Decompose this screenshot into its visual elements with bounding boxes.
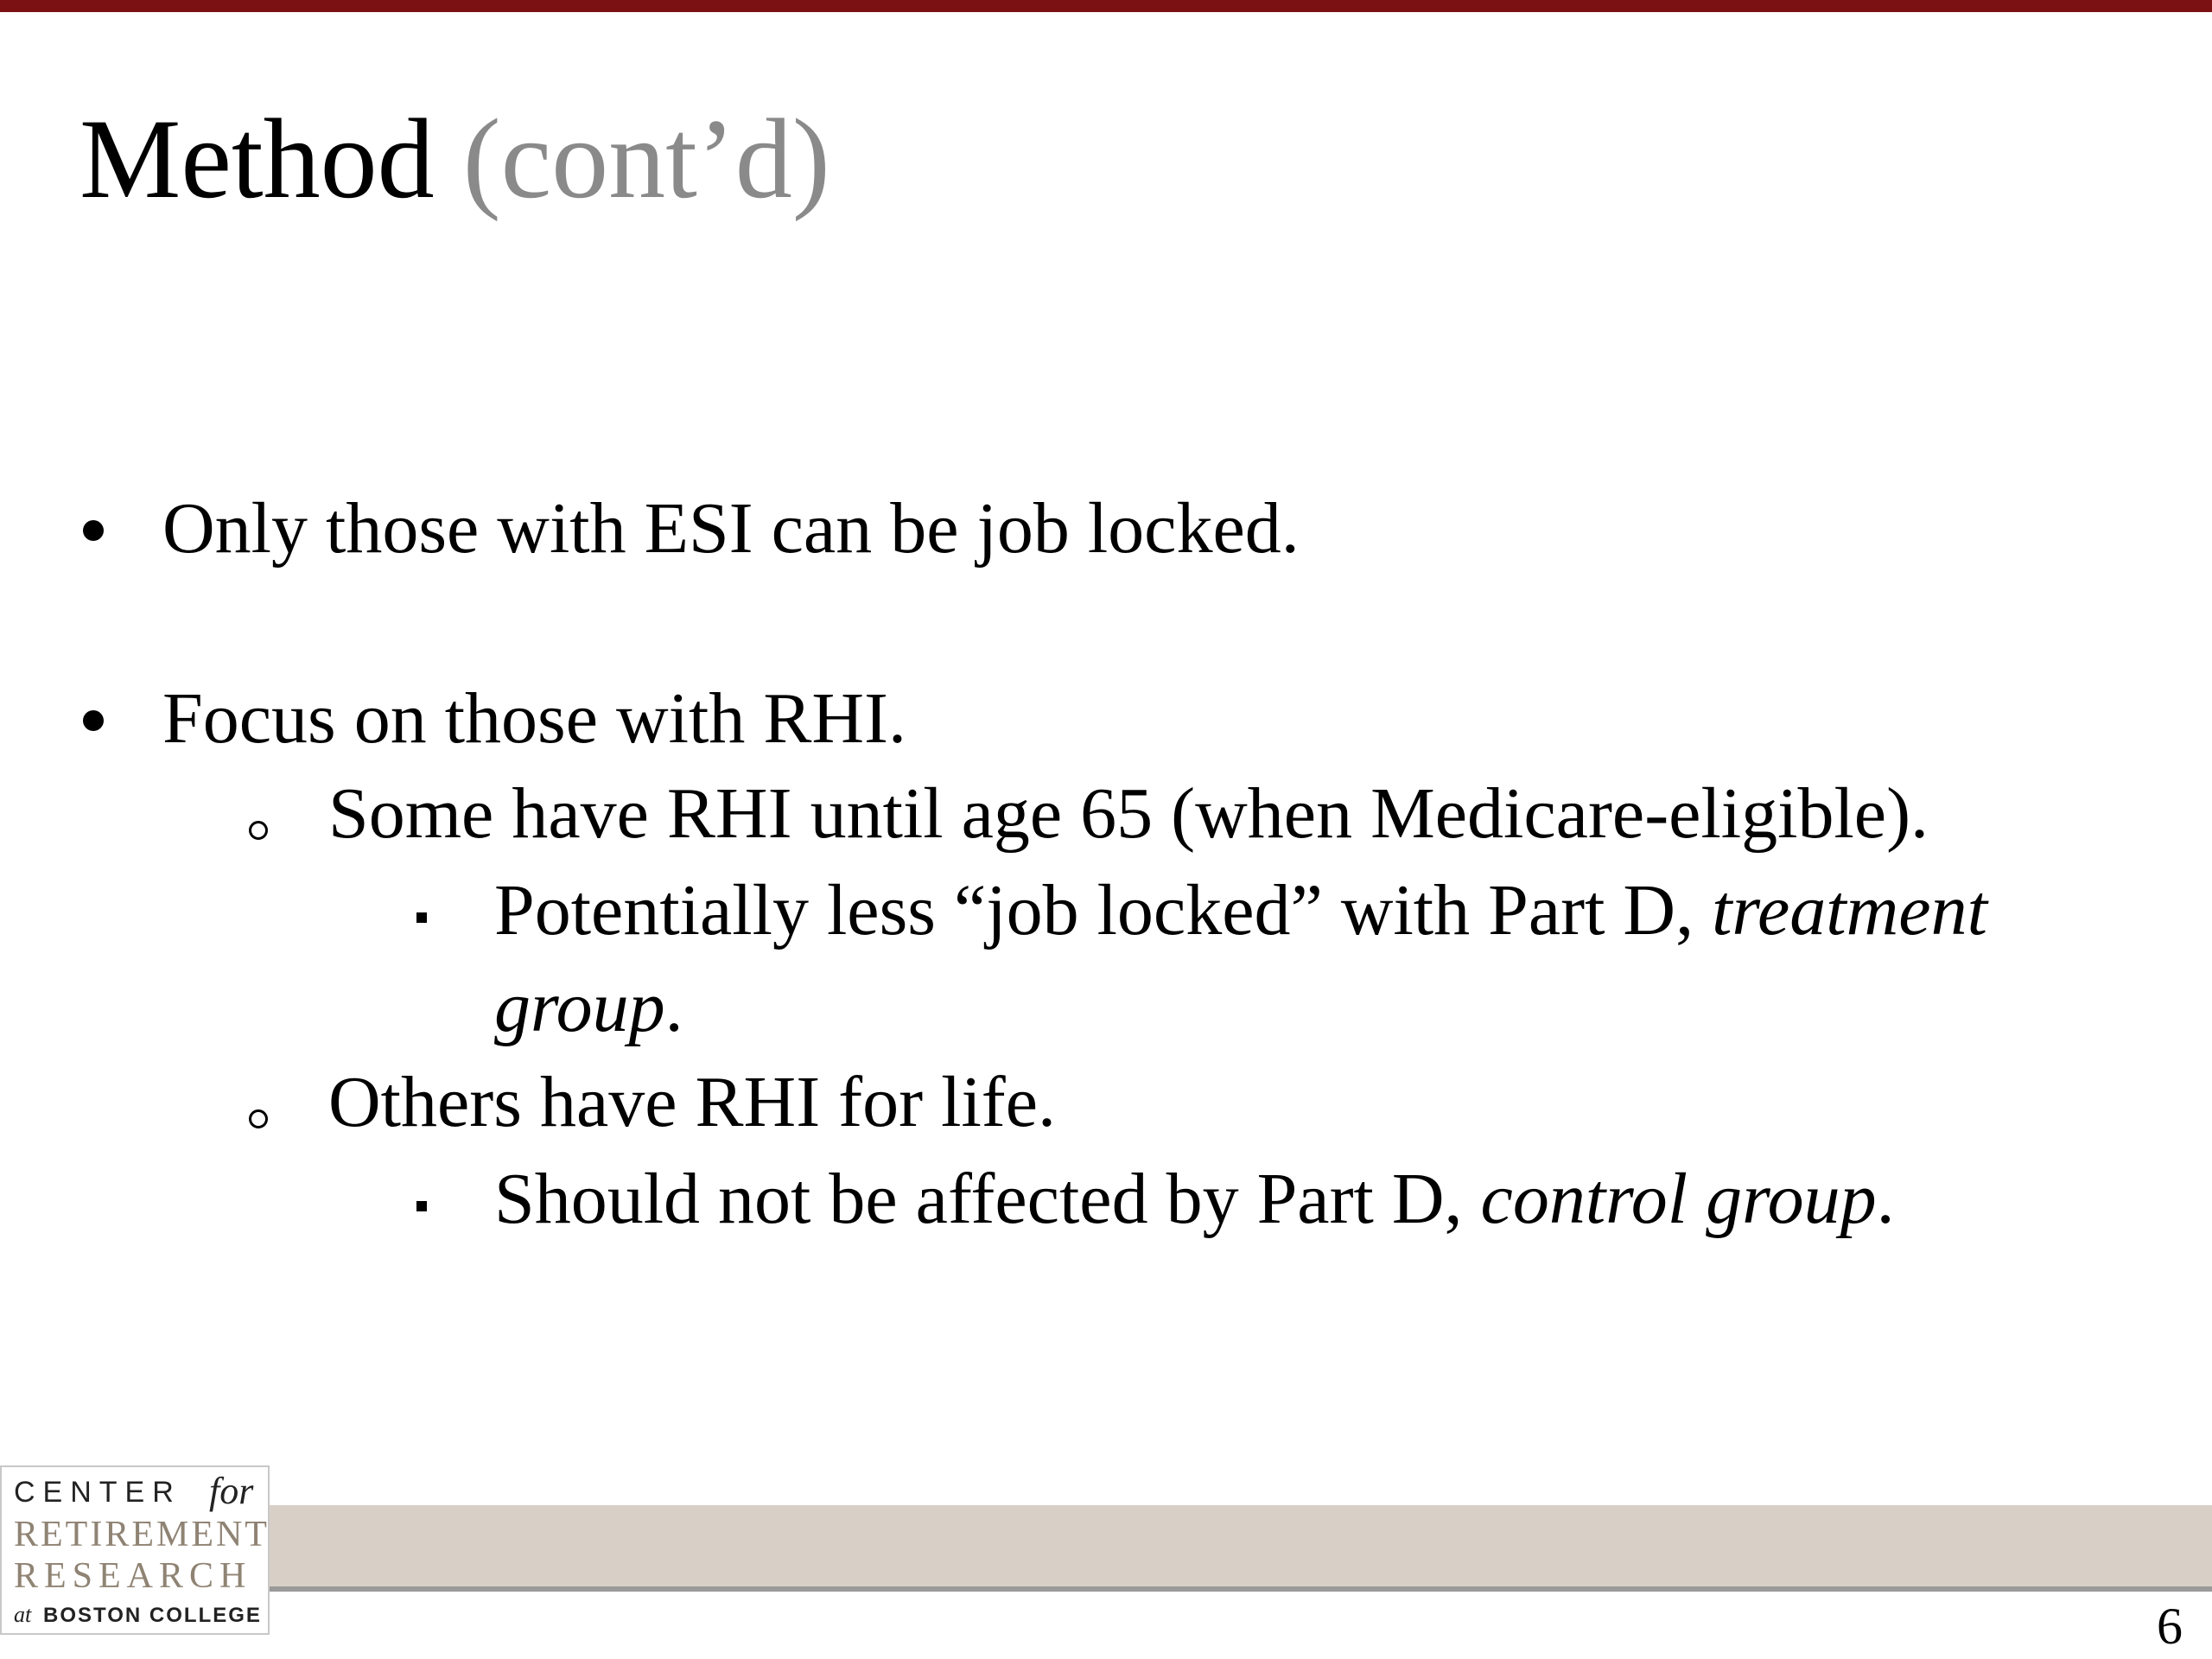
page-number: 6 bbox=[2157, 1598, 2183, 1655]
circle-bullet-icon bbox=[249, 1109, 268, 1128]
detail-emphasis: control group bbox=[1480, 1159, 1877, 1239]
detail-treatment-group bbox=[0, 870, 2212, 952]
detail-control-group bbox=[0, 1159, 2212, 1241]
bullet-text: Focus on those with RHI. bbox=[162, 678, 906, 759]
sub-bullet-text: Some have RHI until age 65 (when Medicare-eligible). bbox=[328, 773, 1929, 854]
detail-plain: Potentially less “job locked” with Part D, bbox=[494, 870, 1713, 950]
title-main: Method bbox=[79, 95, 435, 222]
circle-bullet-icon bbox=[249, 821, 268, 840]
detail-emphasis-cont: group bbox=[494, 967, 665, 1047]
bullet-rhi bbox=[0, 678, 2212, 760]
detail-plain: Should not be affected by Part D, bbox=[494, 1159, 1481, 1239]
bullet-dot-icon bbox=[83, 710, 104, 731]
detail-period: . bbox=[1876, 1159, 1895, 1239]
detail-treatment-group-cont bbox=[494, 967, 683, 1047]
sub-bullet-for-life bbox=[0, 1062, 2212, 1144]
detail-emphasis: treatment bbox=[1712, 870, 1987, 950]
title-continued: (cont’d) bbox=[462, 95, 830, 222]
bullet-dot-icon bbox=[83, 520, 104, 541]
logo-boston-college-text: BOSTON COLLEGE bbox=[43, 1604, 262, 1627]
sub-bullet-text: Others have RHI for life. bbox=[328, 1062, 1057, 1142]
crr-logo bbox=[0, 1465, 270, 1635]
logo-for-text: for bbox=[209, 1470, 254, 1512]
square-bullet-icon bbox=[416, 912, 427, 923]
slide-title bbox=[79, 95, 830, 222]
footer-band bbox=[0, 1505, 2212, 1586]
bullet-text: Only those with ESI can be job locked. bbox=[162, 488, 1300, 569]
top-accent-bar bbox=[0, 0, 2212, 12]
footer-divider bbox=[0, 1586, 2212, 1592]
square-bullet-icon bbox=[416, 1201, 427, 1211]
logo-retirement-text: RETIREMENT bbox=[14, 1515, 270, 1554]
sub-bullet-until-65 bbox=[0, 773, 2212, 855]
detail-text bbox=[494, 1159, 1895, 1239]
detail-period: . bbox=[664, 967, 683, 1047]
detail-text bbox=[494, 870, 1987, 950]
logo-center-text: CENTER bbox=[14, 1476, 181, 1509]
logo-at-text: at bbox=[14, 1602, 32, 1627]
bullet-esi bbox=[0, 488, 2212, 570]
logo-research-text: RESEARCH bbox=[14, 1556, 252, 1596]
